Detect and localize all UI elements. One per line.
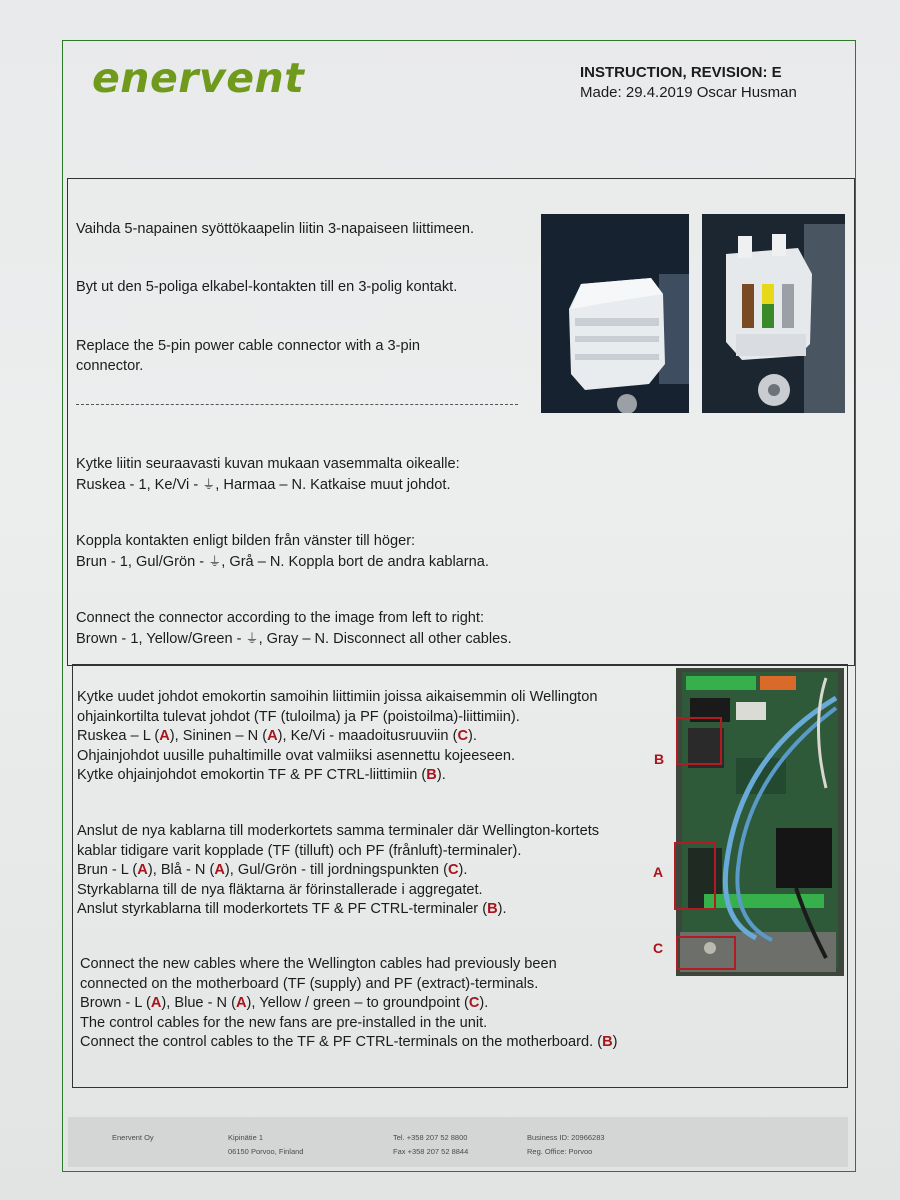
- ground-icon: ⏚: [202, 476, 216, 492]
- fi-instruction-2: [76, 455, 460, 495]
- fi-line-5-a: Kytke ohjainjohdot emokortin TF & PF CTRL-liittimiin (: [77, 767, 427, 783]
- label-a: A: [150, 995, 162, 1011]
- fi-instruction-2-line-b2: , Harmaa – N. Katkaise muut johdot.: [215, 476, 451, 493]
- footer-city: 06150 Porvoo, Finland: [228, 1147, 304, 1156]
- footer-business-id: Business ID: 20966283: [527, 1133, 605, 1142]
- enervent-logo: enervent: [92, 54, 305, 102]
- callout-a: A: [653, 864, 664, 880]
- sv-instruction-2-line-b2: , Grå – N. Koppla bort de andra kablarna.: [221, 553, 489, 570]
- footer-registration: [527, 1131, 605, 1159]
- fi-instruction-2-line-a: Kytke liitin seuraavasti kuvan mukaan vasemmalta oikealle:: [76, 456, 460, 472]
- en-line-3-c: ), Yellow / green – to groundpoint (: [246, 995, 469, 1011]
- en-line-2: connected on the motherboard (TF (supply) and PF (extract)-terminals.: [80, 975, 539, 992]
- sv-instruction-2-line-a: Koppla kontakten enligt bilden från vänster till höger:: [76, 533, 416, 549]
- motherboard-photo: [676, 668, 844, 976]
- connector-photo-side: [541, 214, 689, 413]
- fi-line-4: Ohjainjohdot uusille puhaltimille ovat valmiiksi asennettu kojeeseen.: [77, 747, 516, 764]
- sv-instruction-2-line-b1: Brun - 1, Gul/Grön -: [76, 553, 205, 570]
- footer-address: [228, 1131, 303, 1159]
- en-line-1: Connect the new cables where the Wellington cables had previously been: [80, 956, 557, 972]
- en-instruction-2: [76, 609, 512, 649]
- footer-tel: Tel. +358 207 52 8800: [393, 1133, 468, 1142]
- revision-line: INSTRUCTION, REVISION: E: [580, 64, 782, 81]
- footer-reg-office: Reg. Office: Porvoo: [527, 1147, 593, 1156]
- label-b: B: [602, 1034, 613, 1050]
- label-a: A: [267, 728, 278, 744]
- terminal-c-highlight: [676, 936, 736, 970]
- label-c: C: [457, 728, 468, 744]
- en-instruction-2-line-a: Connect the connector according to the image from left to right:: [76, 610, 485, 626]
- made-line: Made: 29.4.2019 Oscar Husman: [580, 84, 797, 101]
- sv-line-3-d: ).: [458, 862, 468, 878]
- fi-line-1: Kytke uudet johdot emokortin samoihin liittimiin joissa aikaisemmin oli Wellington: [77, 689, 598, 705]
- fi-instruction-1: Vaihda 5-napainen syöttökaapelin liitin 3-napaiseen liittimeen.: [76, 221, 475, 237]
- en-instruction-2-line-b1: Brown - 1, Yellow/Green -: [76, 630, 242, 647]
- label-c: C: [447, 862, 459, 878]
- en-line-3-d: ).: [479, 995, 489, 1011]
- fi-line-2: ohjainkortilta tulevat johdot (TF (tuloilma) ja PF (poistoilma)-liittimiin).: [77, 708, 520, 725]
- en-line-3-b: ), Blue - N (: [161, 995, 236, 1011]
- fi-line-3-a: Ruskea – L (: [77, 728, 160, 744]
- en-instruction-1-line-b: connector.: [76, 357, 144, 374]
- fi-instruction-2-line-b1: Ruskea - 1, Ke/Vi -: [76, 476, 199, 493]
- connector-photo-wired: [702, 214, 845, 413]
- fi-line-3-c: ), Ke/Vi - maadoitusruuviin (: [277, 728, 458, 744]
- en-line-4: The control cables for the new fans are pre-installed in the unit.: [80, 1014, 488, 1031]
- sv-line-4: Styrkablarna till de nya fläktarna är förinstallerade i aggregatet.: [77, 881, 483, 898]
- label-a: A: [214, 862, 225, 878]
- en-wiring-instructions: [80, 955, 618, 1053]
- sv-line-2: kablar tidigare varit kopplade (TF (tilluft) och PF (frånluft)-terminaler).: [77, 842, 522, 859]
- document-header: [580, 63, 797, 103]
- fi-line-3-d: ).: [467, 728, 477, 744]
- sv-instruction-2: [76, 532, 489, 572]
- label-c: C: [468, 995, 480, 1011]
- fi-line-3-b: ), Sininen – N (: [169, 728, 268, 744]
- sv-line-5-b: ).: [497, 901, 507, 917]
- callout-c: C: [653, 940, 664, 956]
- footer-fax: Fax +358 207 52 8844: [393, 1147, 469, 1156]
- connector-side-illustration: [541, 214, 689, 413]
- en-line-5-b: ): [612, 1034, 618, 1050]
- sv-instruction-1: Byt ut den 5-poliga elkabel-kontakten till en 3-polig kontakt.: [76, 279, 458, 295]
- sv-line-3-a: Brun - L (: [77, 862, 138, 878]
- en-instruction-1: [76, 337, 420, 376]
- en-instruction-2-line-b2: , Gray – N. Disconnect all other cables.: [258, 630, 512, 647]
- footer-street: Kipinätie 1: [228, 1133, 264, 1142]
- sv-line-5-a: Anslut styrkablarna till moderkortets TF & PF CTRL-terminaler (: [77, 901, 488, 917]
- en-instruction-1-line-a: Replace the 5-pin power cable connector with a 3-pin: [76, 338, 420, 354]
- sv-line-3-b: ), Blå - N (: [147, 862, 215, 878]
- footer-company: Enervent Oy: [112, 1133, 154, 1142]
- footer-phone: [393, 1131, 468, 1159]
- en-line-5-a: Connect the control cables to the TF & PF CTRL-terminals on the motherboard. (: [80, 1034, 603, 1050]
- en-line-3-a: Brown - L (: [80, 995, 151, 1011]
- dashed-divider: [76, 404, 518, 405]
- callout-b: B: [654, 751, 665, 767]
- sv-wiring-instructions: [77, 822, 599, 920]
- label-a: A: [159, 728, 170, 744]
- label-b: B: [487, 901, 498, 917]
- terminal-a-highlight: [674, 842, 716, 910]
- label-a: A: [137, 862, 148, 878]
- fi-wiring-instructions: [77, 688, 597, 786]
- ground-icon: ⏚: [208, 553, 222, 569]
- connector-wired-illustration: [702, 214, 845, 413]
- label-b: B: [426, 767, 437, 783]
- page-footer: [68, 1117, 848, 1167]
- ground-icon: ⏚: [245, 630, 259, 646]
- motherboard-illustration: [676, 668, 844, 976]
- terminal-b-highlight: [676, 717, 722, 765]
- label-a: A: [235, 995, 247, 1011]
- sv-line-3-c: ), Gul/Grön - till jordningspunkten (: [224, 862, 448, 878]
- sv-line-1: Anslut de nya kablarna till moderkortets samma terminaler där Wellington-kortets: [77, 823, 600, 839]
- fi-line-5-b: ).: [436, 767, 446, 783]
